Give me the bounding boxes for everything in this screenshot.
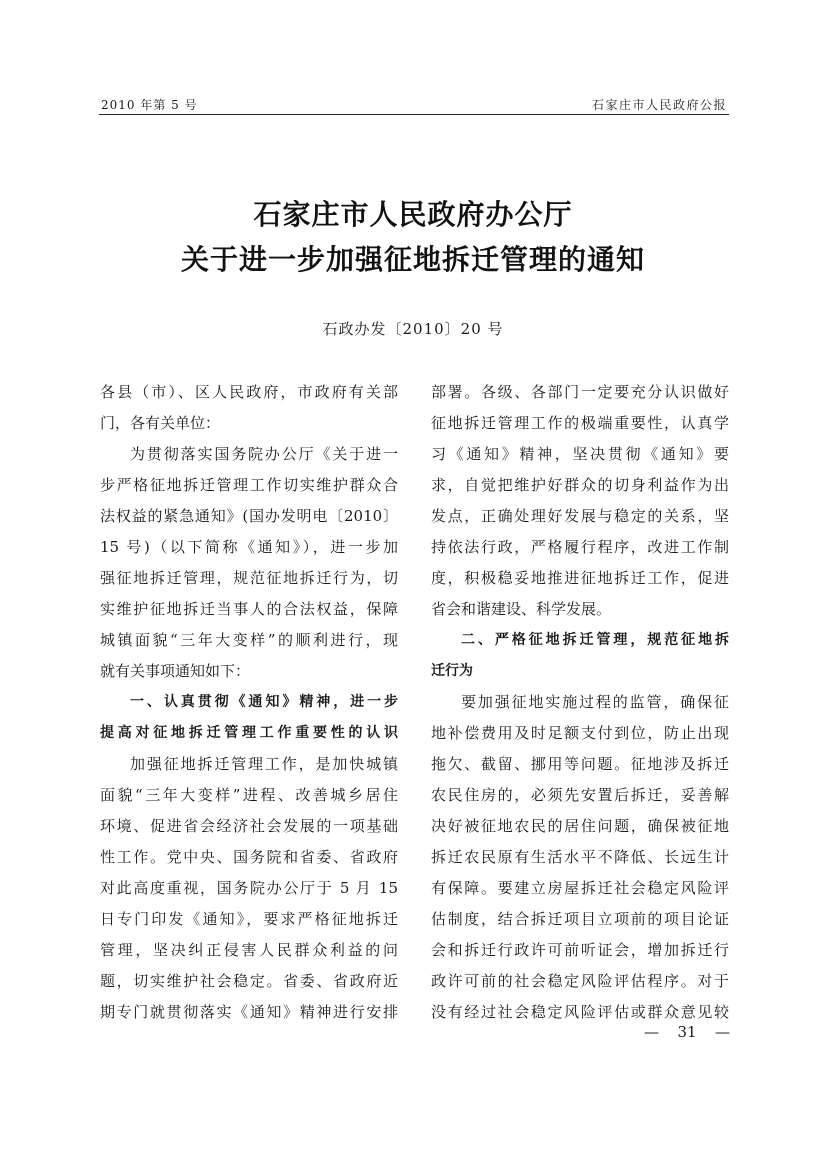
text-line: 部署。各级、各部门一定要充分认识做好 [431, 383, 729, 401]
text-line: 城镇面貌“三年大变样”的顺利进行，现 [100, 631, 398, 649]
text-line: 日专门印发《通知》，要求严格征地拆迁 [100, 910, 398, 928]
text-line: 有保障。要建立房屋拆迁社会稳定风险评 [431, 879, 729, 897]
text-line: 拆迁农民原有生活水平不降低、长远生计 [431, 848, 729, 866]
right-column [431, 377, 729, 1028]
text-line: 15 号)（以下简称《通知》），进一步加 [100, 538, 398, 556]
text-line: 度，积极稳妥地推进征地拆迁工作，促进 [431, 569, 729, 587]
section-heading: 提高对征地拆迁管理工作重要性的认识 [100, 725, 398, 741]
text-line: 为贯彻落实国务院办公厅《关于进一 [130, 445, 398, 463]
text-line: 决好被征地农民的居住问题，确保被征地 [431, 817, 729, 835]
text-line: 持依法行政，严格履行程序，改进工作制 [431, 538, 729, 556]
text-line: 强征地拆迁管理，规范征地拆迁行为，切 [100, 569, 398, 587]
text-line: 管理，坚决纠正侵害人民群众利益的问 [100, 941, 398, 959]
text-line: 地补偿费用及时足额支付到位，防止出现 [431, 724, 729, 742]
text-line: 期专门就贯彻落实《通知》精神进行安排 [100, 1003, 398, 1021]
title-line-2: 关于进一步加强征地拆迁管理的通知 [180, 243, 645, 276]
text-line: 门，各有关单位： [100, 414, 221, 432]
text-line: 对此高度重视，国务院办公厅于 5 月 15 [100, 879, 398, 897]
text-line: 步严格征地拆迁管理工作切实维护群众合 [100, 476, 398, 494]
page-header [99, 92, 729, 115]
text-line: 性工作。党中央、国务院和省委、省政府 [100, 848, 398, 866]
text-line: 习《通知》精神，坚决贯彻《通知》要 [431, 445, 729, 463]
text-line: 会和拆迁行政许可前听证会，增加拆迁行 [431, 941, 729, 959]
title-line-1: 石家庄市人民政府办公厅 [253, 198, 573, 231]
text-line: 面貌“三年大变样”进程、改善城乡居住 [100, 786, 398, 804]
text-line: 拖欠、截留、挪用等问题。征地涉及拆迁 [431, 755, 729, 773]
publication-name: 石家庄市人民政府公报 [591, 98, 727, 112]
section-heading: 一、认真贯彻《通知》精神，进一步 [130, 694, 398, 710]
text-line: 省会和谐建设、科学发展。 [431, 600, 612, 618]
left-column [100, 377, 398, 1028]
text-line: 政许可前的社会稳定风险评估程序。对于 [431, 972, 729, 990]
text-line: 法权益的紧急通知》(国办发明电〔2010〕 [100, 507, 398, 525]
text-line: 农民住房的，必须先安置后拆迁，妥善解 [431, 786, 729, 804]
text-line: 就有关事项通知如下： [100, 662, 251, 680]
text-line: 估制度，结合拆迁项目立项前的项目论证 [431, 910, 729, 928]
text-line: 没有经过社会稳定风险评估或群众意见较 [431, 1003, 729, 1021]
text-line: 征地拆迁管理工作的极端重要性，认真学 [431, 414, 729, 432]
text-line: 加强征地拆迁管理工作，是加快城镇 [130, 755, 398, 773]
text-line: 各县（市）、区人民政府，市政府有关部 [100, 383, 398, 401]
document-number: 石政办发〔2010〕20 号 [322, 320, 504, 338]
text-line: 求，自觉把维护好群众的切身利益作为出 [431, 476, 729, 494]
page-number: — 31 — [644, 1023, 730, 1041]
section-heading: 迁行为 [431, 663, 473, 679]
text-line: 发点，正确处理好发展与稳定的关系，坚 [431, 507, 729, 525]
text-line: 实维护征地拆迁当事人的合法权益，保障 [100, 600, 398, 618]
text-line: 题，切实维护社会稳定。省委、省政府近 [100, 972, 398, 990]
text-line: 要加强征地实施过程的监管，确保征 [461, 693, 729, 711]
issue-label: 2010 年第 5 号 [101, 98, 198, 112]
section-heading: 二、严格征地拆迁管理，规范征地拆 [461, 632, 729, 648]
text-line: 环境、促进省会经济社会发展的一项基础 [100, 817, 398, 835]
